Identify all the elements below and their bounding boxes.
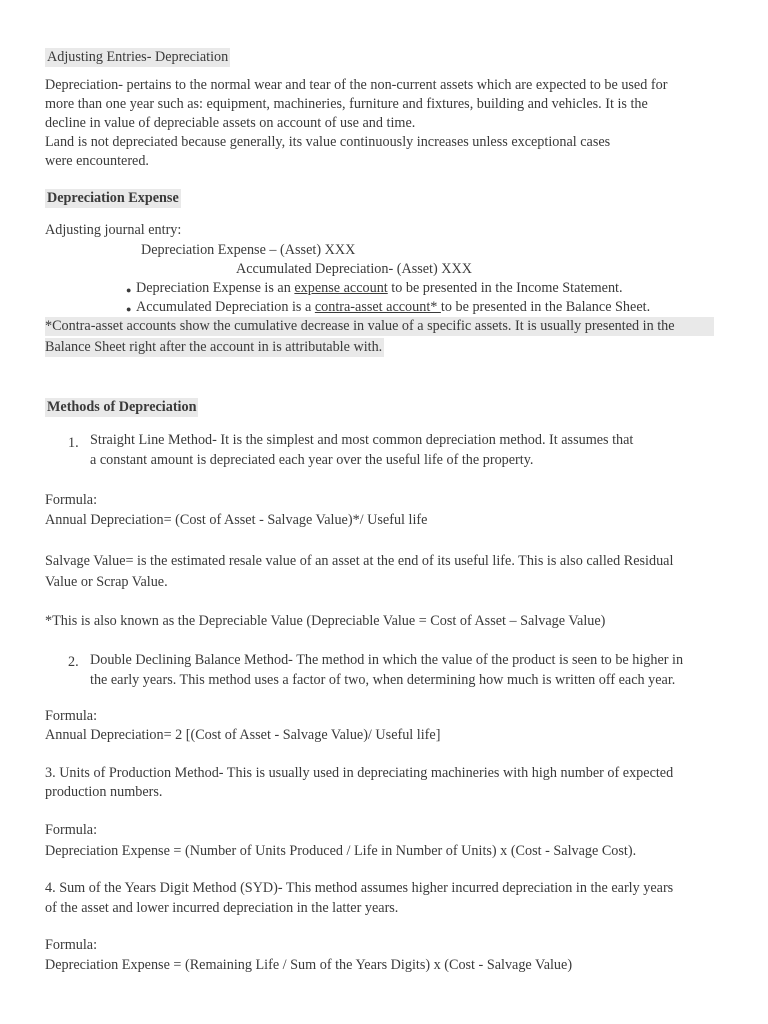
method-2-line-2: the early years. This method uses a factor of two, when determining how much is written off each year. (90, 672, 676, 688)
method-1-line-2: a constant amount is depreciated each year over the useful life of the property. (90, 452, 534, 468)
method-3-formula: Depreciation Expense = (Number of Units Produced / Life in Number of Units) x (Cost - Salvage Cost). (45, 843, 637, 859)
expense-account-term: expense account (294, 280, 388, 296)
contra-asset-term: contra-asset account* (314, 299, 441, 315)
method-3-formula-label: Formula: (45, 822, 98, 838)
method-1-formula: Annual Depreciation= (Cost of Asset - Salvage Value)*/ Useful life (45, 512, 428, 528)
method-1-formula-label: Formula: (45, 492, 98, 508)
intro-line-1: Depreciation- pertains to the normal wear and tear of the non-current assets which are expected to be used for (45, 77, 668, 93)
contra-note-line-2: Balance Sheet right after the account in is attributable with. (45, 339, 383, 355)
methods-heading: Methods of Depreciation (47, 399, 197, 415)
salvage-line-1: Salvage Value= is the estimated resale value of an asset at the end of its useful life. This is also called Residual (45, 553, 674, 569)
method-3-line-2: production numbers. (45, 784, 163, 800)
method-2-formula-label: Formula: (45, 708, 98, 724)
method-4-line-1: 4. Sum of the Years Digit Method (SYD)- This method assumes higher incurred depreciation in the early years (45, 880, 674, 896)
contra-note-line-1: *Contra-asset accounts show the cumulative decrease in value of a specific assets. It is usually presented in the (45, 317, 714, 336)
method-4-formula: Depreciation Expense = (Remaining Life / Sum of the Years Digits) x (Cost - Salvage Value) (45, 957, 573, 973)
method-4-line-2: of the asset and lower incurred depreciation in the latter years. (45, 900, 399, 916)
journal-credit-line: Accumulated Depreciation- (Asset) XXX (236, 261, 472, 277)
method-2-formula: Annual Depreciation= 2 [(Cost of Asset - Salvage Value)/ Useful life] (45, 727, 441, 743)
bullet-expense-account: Depreciation Expense is an expense account to be presented in the Income Statement. (136, 280, 623, 296)
method-2-line-1: Double Declining Balance Method- The method in which the value of the product is seen to be higher in (90, 652, 684, 668)
bullet-contra-asset: Accumulated Depreciation is a contra-asset account* to be presented in the Balance Sheet. (136, 299, 651, 315)
method-3-line-1: 3. Units of Production Method- This is usually used in depreciating machineries with high number of expected (45, 765, 674, 781)
bullet-dot: ● (126, 304, 132, 314)
method-4-formula-label: Formula: (45, 937, 98, 953)
salvage-line-2: Value or Scrap Value. (45, 574, 168, 590)
page-title: Adjusting Entries- Depreciation (47, 49, 229, 65)
intro-line-5: were encountered. (45, 153, 149, 169)
intro-line-3: decline in value of depreciable assets on account of use and time. (45, 115, 416, 131)
method-1-number: 1. (68, 435, 79, 451)
journal-label: Adjusting journal entry: (45, 222, 182, 238)
depreciable-value-note: *This is also known as the Depreciable Value (Depreciable Value = Cost of Asset – Salvage Value) (45, 613, 606, 629)
method-2-number: 2. (68, 654, 79, 670)
intro-line-4: Land is not depreciated because generally, its value continuously increases unless exceptional cases (45, 134, 611, 150)
dep-expense-heading: Depreciation Expense (47, 190, 179, 206)
bullet-dot: ● (126, 285, 132, 295)
method-1-line-1: Straight Line Method- It is the simplest and most common depreciation method. It assumes that (90, 432, 634, 448)
intro-line-2: more than one year such as: equipment, machineries, furniture and fixtures, building and vehicles. It is the (45, 96, 648, 112)
journal-debit-line: Depreciation Expense – (Asset) XXX (141, 242, 356, 258)
